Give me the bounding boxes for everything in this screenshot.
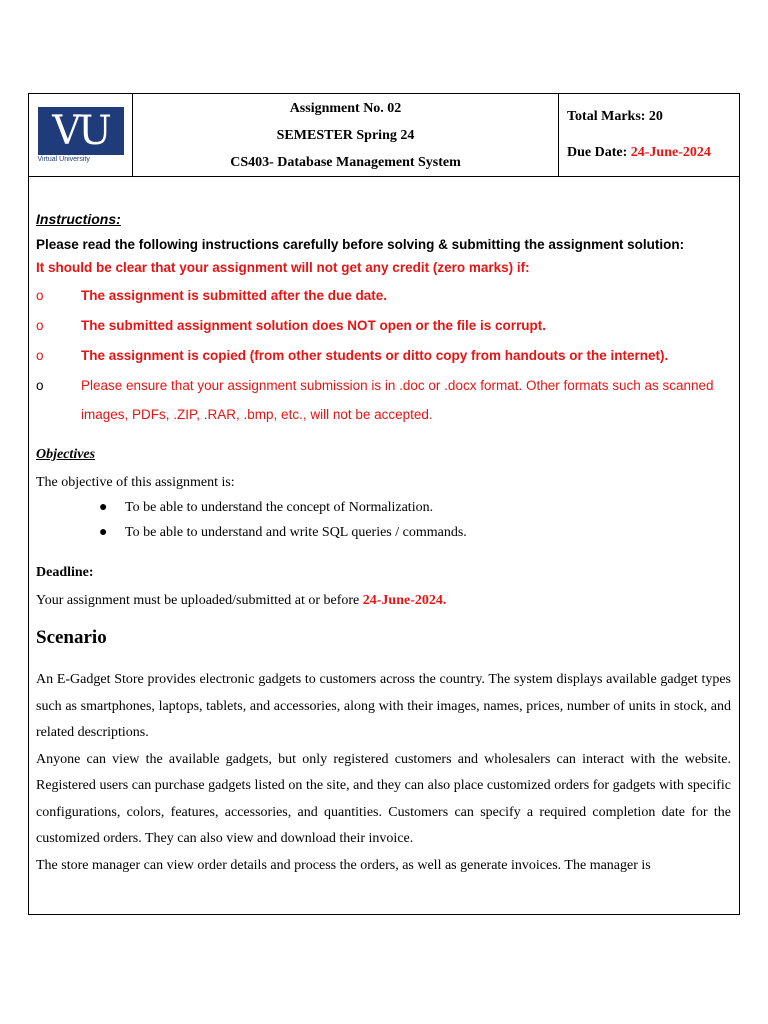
rule-text: The assignment is copied (from other students or ditto copy from handouts or the internet). xyxy=(81,348,669,363)
total-marks: Total Marks: 20 xyxy=(567,109,663,124)
deadline-text xyxy=(36,593,731,609)
objective-item xyxy=(36,500,731,516)
logo-mark: VU xyxy=(38,107,124,155)
objectives-title: Objectives xyxy=(36,447,96,462)
objective-text: To be able to understand the concept of Normalization. xyxy=(125,500,434,515)
rule-text: The assignment is submitted after the due date. xyxy=(81,288,388,303)
due-date-label: Due Date: xyxy=(567,145,631,160)
objectives-intro: The objective of this assignment is: xyxy=(36,475,235,490)
bullet-icon: ● xyxy=(99,525,108,540)
logo-caption: Virtual University xyxy=(37,156,90,163)
rule-marker: o xyxy=(36,288,44,303)
rule-item xyxy=(36,341,731,370)
rule-marker: o xyxy=(36,378,44,393)
rule-text: The submitted assignment solution does NOT open or the file is corrupt. xyxy=(81,318,547,333)
document-body xyxy=(29,211,739,879)
deadline-sentence: Your assignment must be uploaded/submitted at or before xyxy=(36,593,363,608)
header-table xyxy=(29,94,739,177)
due-date: 24-June-2024 xyxy=(630,145,711,160)
scenario-paragraph: The store manager can view order details and process the orders, as well as generate invoices. The manager is xyxy=(36,857,651,873)
course-title: CS403- Database Management System xyxy=(230,154,461,170)
rule-marker: o xyxy=(36,348,44,363)
rule-marker: o xyxy=(36,318,44,333)
objective-item xyxy=(36,525,731,541)
logo-cell xyxy=(29,94,133,176)
assignment-number: Assignment No. 02 xyxy=(289,100,402,116)
instructions-title: Instructions: xyxy=(36,211,121,227)
rule-item xyxy=(36,281,731,310)
rule-item xyxy=(36,311,731,340)
objective-text: To be able to understand and write SQL queries / commands. xyxy=(125,525,467,540)
due-date-line xyxy=(567,135,739,171)
deadline-date: 24-June-2024. xyxy=(362,593,447,608)
title-cell xyxy=(133,94,559,176)
deadline-title: Deadline: xyxy=(36,565,94,580)
vu-logo xyxy=(38,107,124,163)
instructions-warning: It should be clear that your assignment will not get any credit (zero marks) if: xyxy=(36,260,530,275)
scenario-paragraph: Anyone can view the available gadgets, but only registered customers and wholesalers can interact with the website. Registered users can purchase gadgets listed on the site, and they can also place customized orders for gadgets with specific configurations, colors, features, accessories, and quantities. Customers can specify a required completion date for the customized orders. They can also view and download their invoice. xyxy=(36,751,731,846)
scenario-text xyxy=(36,667,731,879)
rule-item xyxy=(36,371,731,429)
rule-text: Please ensure that your assignment submission is in .doc or .docx format. Other formats such as scanned images, PDFs, .ZIP, .RAR, .bmp, etc., will not be accepted. xyxy=(81,378,714,422)
document-frame xyxy=(28,93,740,915)
scenario-title: Scenario xyxy=(36,627,107,648)
bullet-icon: ● xyxy=(99,500,108,515)
scenario-paragraph: An E-Gadget Store provides electronic gadgets to customers across the country. The system displays available gadget types such as smartphones, laptops, tablets, and accessories, along with their images, names, prices, number of units in stock, and related descriptions. xyxy=(36,672,731,740)
semester: SEMESTER Spring 24 xyxy=(276,127,415,143)
instructions-intro: Please read the following instructions carefully before solving & submitting the assignment solution: xyxy=(36,237,685,252)
marks-cell xyxy=(559,94,739,176)
